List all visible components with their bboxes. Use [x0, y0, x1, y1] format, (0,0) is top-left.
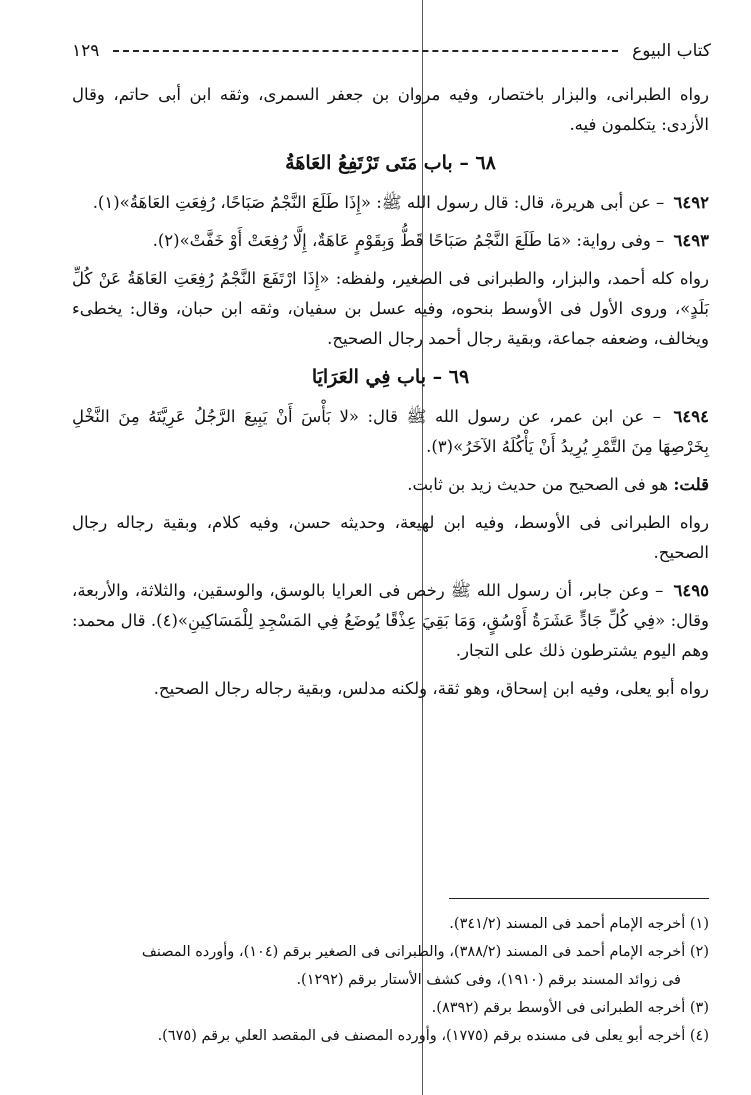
- commentary-paragraph: رواه الطبرانى فى الأوسط، وفيه ابن لهيعة، وحديثه حسن، وفيه كلام، وبقية رجاله رجال الصحيح.: [72, 513, 709, 562]
- chapter-heading: ٦٨ – باب مَتَى تَرْتَفِعُ العَاهَةُ: [285, 152, 496, 174]
- page-number: ١٢٩: [72, 41, 100, 61]
- footnote-separator: [449, 898, 709, 899]
- hadith-entry: [72, 576, 709, 666]
- hadith-number: ٦٤٩٥: [673, 581, 709, 600]
- hadith-text: – وفى رواية: «مَا طَلَعَ النَّجْمُ صَبَاحًا قَطُّ وَبِقَوْمٍ عَاهَةٌ، إِلَّا رُفِعَتْ أَوْ خَفَّتْ»(٢).: [152, 231, 665, 250]
- hadith-number: ٦٤٩٤: [673, 407, 709, 426]
- footnote: (٤) أخرجه أبو يعلى فى مسنده برقم (١٧٧٥)، وأورده المصنف فى المقصد العلي برقم (٦٧٥).: [157, 1028, 709, 1044]
- hadith-text: – وعن جابر، أن رسول الله ﷺ رخص فى العرايا بالوسق، والوسقين، والثلاثة، والأربعة، وقال: «فِي كُلِّ جَادٍّ عَشَرَةُ أَوْسُقٍ، وَمَا بَقِيَ عِذْقًا يُوضَعُ فِي المَسْجِدِ لِلْمَسَاكِينِ»(٤). قال محمد: وهم اليوم يشترطون ذلك على التجار.: [72, 581, 710, 660]
- header-dashed-rule: [113, 50, 618, 52]
- hadith-text: – عن أبى هريرة، قال: قال رسول الله ﷺ: «إِذَا طَلَعَ النَّجْمُ صَبَاحًا، رُفِعَتِ العَاهَةُ»(١).: [92, 193, 665, 212]
- hadith-entry: [72, 226, 709, 256]
- commentary-paragraph: رواه أبو يعلى، وفيه ابن إسحاق، وهو ثقة، ولكنه مدلس، وبقية رجاله رجال الصحيح.: [153, 679, 709, 698]
- page-header: [72, 38, 711, 64]
- chapter-heading: ٦٩ – باب فِي العَرَايَا: [311, 366, 470, 388]
- hadith-number: ٦٤٩٣: [673, 231, 709, 250]
- hadith-number: ٦٤٩٢: [673, 193, 709, 212]
- footnote-continuation: فى زوائد المسند برقم (١٩١٠)، وفى كشف الأستار برقم (١٢٩٢).: [296, 972, 681, 988]
- commentary-paragraph: رواه الطبرانى، والبزار باختصار، وفيه مروان بن جعفر السمرى، وثقه ابن أبى حاتم، وقال الأزدى: يتكلمون فيه.: [72, 85, 709, 134]
- footnotes: [72, 910, 709, 1050]
- hadith-entry: [72, 402, 709, 462]
- commentary-paragraph: رواه كله أحمد، والبزار، والطبرانى فى الصغير، ولفظه: «إِذَا ارْتَفَعَ النَّجْمُ رُفِعَتِ العَاهَةُ عَنْ كُلِّ بَلَدٍ»، وروى الأول فى الأوسط بنحوه، وفيه عسل بن سفيان، وثقه ابن حبان، وقال: يخطىء ويخالف، وضعفه جماعة، وبقية رجال أحمد رجال الصحيح.: [72, 269, 709, 348]
- footnote: (٢) أخرجه الإمام أحمد فى المسند (٣٨٨/٢)، والطبرانى فى الصغير برقم (١٠٤)، وأورده المصنف: [141, 944, 709, 960]
- hadith-text: – عن ابن عمر، عن رسول الله ﷺ قال: «لا بَأْسَ أَنْ يَبِيعَ الرَّجُلُ عَرِيَّتَهُ مِنَ النَّخْلِ بِخَرْصِهَا مِنَ التَّمْرِ يُرِيدُ أَنْ يَأْكُلَهُ الآخَرُ»(٣).: [72, 407, 709, 456]
- book-title: كتاب البيوع: [632, 41, 711, 61]
- author-note: [72, 470, 709, 500]
- note-text: هو فى الصحيح من حديث زيد بن ثابت.: [407, 475, 669, 494]
- hadith-entry: [72, 188, 709, 218]
- footnote: (٣) أخرجه الطبرانى فى الأوسط برقم (٨٣٩٢).: [431, 1000, 709, 1016]
- note-label: قلت:: [673, 475, 709, 494]
- main-text: [72, 80, 709, 712]
- footnote: (١) أخرجه الإمام أحمد فى المسند (٣٤١/٢).: [449, 916, 709, 932]
